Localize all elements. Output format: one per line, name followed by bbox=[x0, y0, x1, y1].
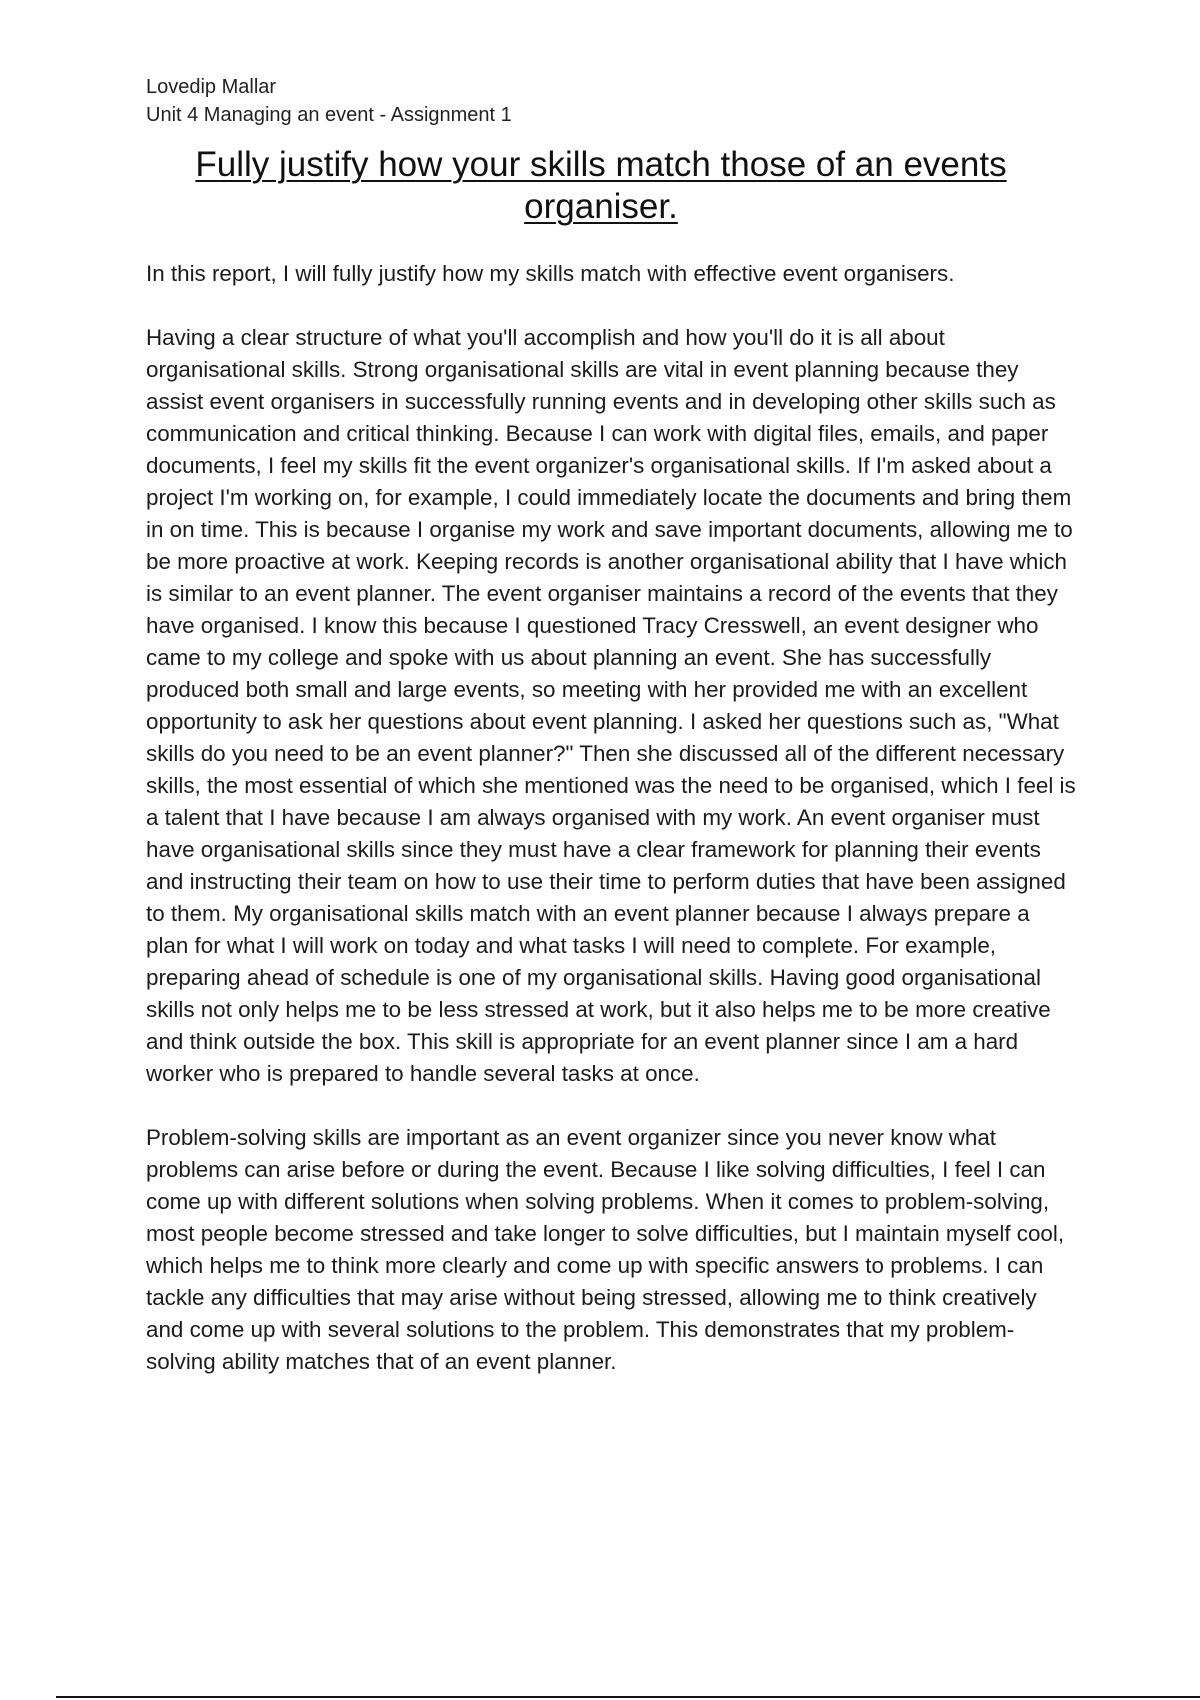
document-header bbox=[146, 73, 512, 129]
document-body bbox=[146, 258, 1076, 1410]
document-title: Fully justify how your skills match those of an events organiser. bbox=[195, 145, 1007, 226]
author-name: Lovedip Mallar bbox=[146, 76, 277, 98]
intro-paragraph: In this report, I will fully justify how my skills match with effective event organisers. bbox=[146, 261, 955, 286]
unit-assignment-label: Unit 4 Managing an event - Assignment 1 bbox=[146, 104, 512, 126]
page-bottom-rule bbox=[56, 1696, 1200, 1698]
organisational-skills-paragraph: Having a clear structure of what you'll accomplish and how you'll do it is all about organisational skills. Strong organisational skills are vital in event planning because they assist event organisers in successfully running events and in developing other skills such as communication and critical thinking. Because I can work with digital files, emails, and paper documents, I feel my skills fit the event organizer's organisational skills. If I'm asked about a project I'm working on, for example, I could immediately locate the documents and bring them in on time. This is because I organise my work and save important documents, allowing me to be more proactive at work. Keeping records is another organisational ability that I have which is similar to an event planner. The event organiser maintains a record of the events that they have organised. I know this because I questioned Tracy Cresswell, an event designer who came to my college and spoke with us about planning an event. She has successfully produced both small and large events, so meeting with her provided me with an excellent opportunity to ask her questions about event planning. I asked her questions such as, "What skills do you need to be an event planner?" Then she discussed all of the different necessary skills, the most essential of which she mentioned was the need to be organised, which I feel is a talent that I have because I am always organised with my work. An event organiser must have organisational skills since they must have a clear framework for planning their events and instructing their team on how to use their time to perform duties that have been assigned to them. My organisational skills match with an event planner because I always prepare a plan for what I will work on today and what tasks I will need to complete. For example, preparing ahead of schedule is one of my organisational skills. Having good organisational skills not only helps me to be less stressed at work, but it also helps me to be more creative and think outside the box. This skill is appropriate for an event planner since I am a hard worker who is prepared to handle several tasks at once. bbox=[146, 325, 1076, 1086]
problem-solving-paragraph: Problem-solving skills are important as an event organizer since you never know what problems can arise before or during the event. Because I like solving difficulties, I feel I can come up with different solutions when solving problems. When it comes to problem-solving, most people become stressed and take longer to solve difficulties, but I maintain myself cool, which helps me to think more clearly and come up with specific answers to problems. I can tackle any difficulties that may arise without being stressed, allowing me to think creatively and come up with several solutions to the problem. This demonstrates that my problem-solving ability matches that of an event planner. bbox=[146, 1125, 1065, 1374]
